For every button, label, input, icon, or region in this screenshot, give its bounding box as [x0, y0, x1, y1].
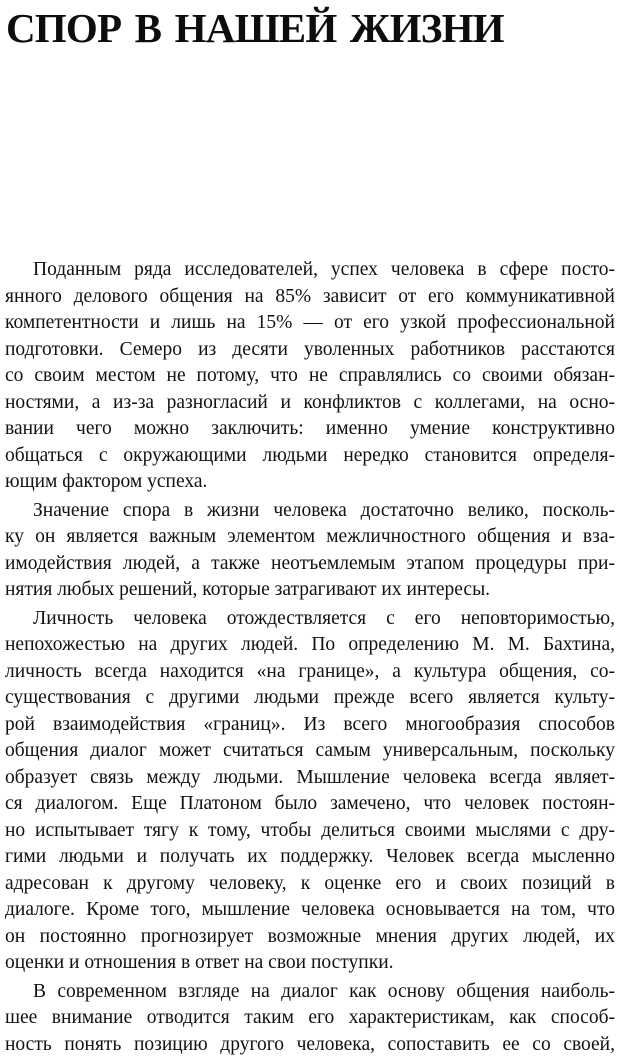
text-line: существования с другими людьми прежде всего является культу- — [5, 685, 615, 712]
body-text — [5, 257, 615, 1058]
chapter-title: СПОР В НАШЕЙ ЖИЗНИ — [6, 4, 504, 52]
text-line: но испытывает тягу к тому, чтобы делиться своими мыслями с дру- — [5, 818, 615, 845]
text-line: имодействия людей, а также неотъемлемым этапом процедуры при- — [5, 551, 615, 578]
text-line: Поданным ряда исследователей, успех человека в сфере посто- — [5, 257, 615, 284]
text-line: он постоянно прогнозирует возможные мнения других людей, их — [5, 924, 615, 951]
text-line: Значение спора в жизни человека достаточно велико, посколь- — [5, 498, 615, 525]
text-line: общения диалог может считаться самым универсальным, поскольку — [5, 738, 615, 765]
text-line: вании чего можно заключить: именно умение конструктивно — [5, 416, 615, 443]
paragraph — [5, 257, 615, 496]
text-line: диалоге. Кроме того, мышление человека основывается на том, что — [5, 897, 615, 924]
paragraph — [5, 979, 615, 1058]
text-line: непохожестью на других людей. По определению М. М. Бахтина, — [5, 632, 615, 659]
text-line: подготовки. Семеро из десяти уволенных работников расстаются — [5, 337, 615, 364]
text-line: ностями, а из-за разногласий и конфликтов с коллегами, на осно- — [5, 390, 615, 417]
text-line: ность понять позицию другого человека, сопоставить ее со своей, — [5, 1032, 615, 1058]
text-line: ся диалогом. Еще Платоном было замечено, что человек постоян- — [5, 791, 615, 818]
text-line: рой взаимодействия «границ». Из всего многообразия способов — [5, 712, 615, 739]
text-line: шее внимание отводится таким его характеристикам, как способ- — [5, 1005, 615, 1032]
text-line: общаться с окружающими людьми нередко становится определя- — [5, 443, 615, 470]
text-line: гими людьми и получать их поддержку. Человек всегда мысленно — [5, 844, 615, 871]
text-line: Личность человека отождествляется с его неповторимостью, — [5, 606, 615, 633]
text-line: ку он является важным элементом межличностного общения и вза- — [5, 524, 615, 551]
text-line: адресован к другому человеку, к оценке его и своих позиций в — [5, 871, 615, 898]
text-line: компетентности и лишь на 15% — от его узкой профессиональной — [5, 310, 615, 337]
text-line: нятия любых решений, которые затрагивают их интересы. — [5, 577, 615, 604]
text-line: личность всегда находится «на границе», а культура общения, со- — [5, 659, 615, 686]
text-line: В современном взгляде на диалог как основу общения наиболь- — [5, 979, 615, 1006]
text-line: оценки и отношения в ответ на свои поступки. — [5, 950, 615, 977]
paragraph — [5, 606, 615, 977]
paragraph — [5, 498, 615, 604]
text-line: янного делового общения на 85% зависит от его коммуникативной — [5, 284, 615, 311]
text-line: ющим фактором успеха. — [5, 469, 615, 496]
text-line: со своим местом не потому, что не справлялись со своими обязан- — [5, 363, 615, 390]
text-line: образует связь между людьми. Мышление человека всегда являет- — [5, 765, 615, 792]
